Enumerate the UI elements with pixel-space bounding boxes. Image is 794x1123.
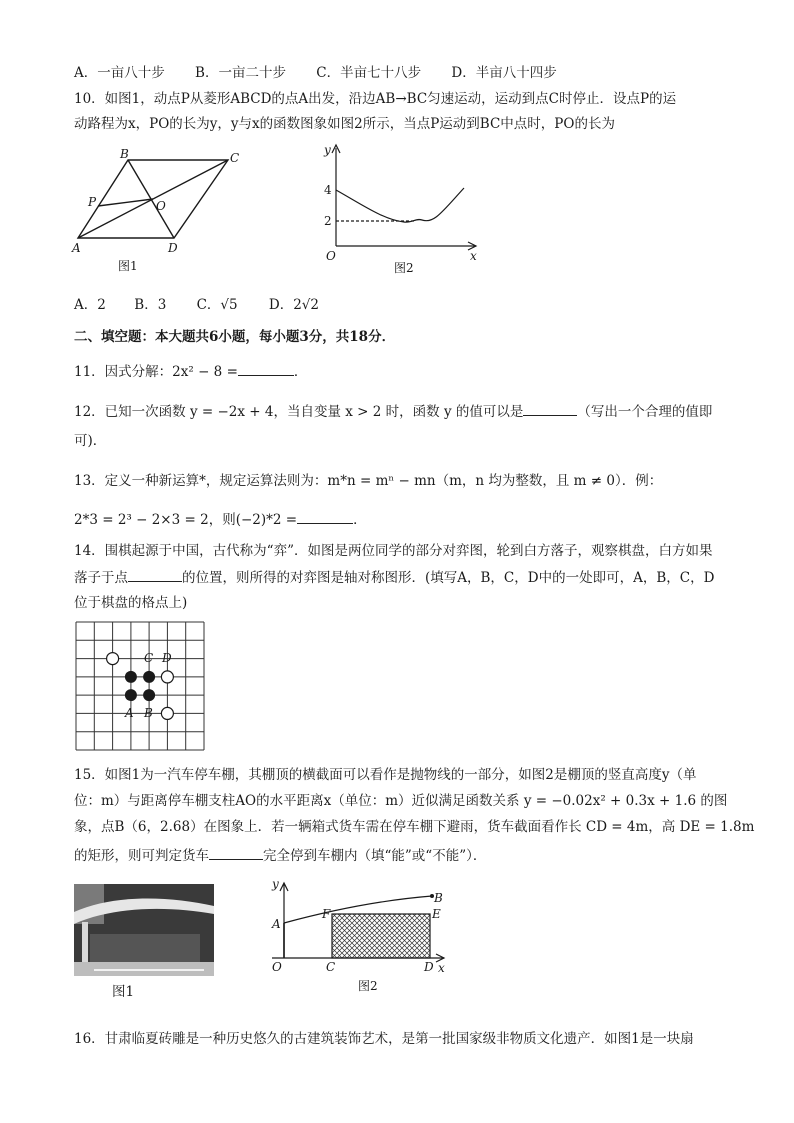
fig2-caption: 图2 — [358, 979, 378, 993]
q15-line2: 位：m）与距离停车棚支柱AO的水平距离x（单位：m）近似满足函数关系 y = −0.02x² + 0.3x + 1.6 的图 — [74, 793, 728, 809]
fig2-caption: 图2 — [394, 261, 414, 275]
q14-line1: 14．围棋起源于中国，古代称为“弈”．如图是两位同学的部分对弈图，轮到白方落子，观察棋盘，白方如果 — [74, 543, 713, 559]
parking-shed-photo — [74, 884, 214, 976]
fig1-caption: 图1 — [118, 259, 138, 273]
q16-line1: 16．甘肃临夏砖雕是一种历史悠久的古建筑装饰艺术，是第一批国家级非物质文化遗产．如图1是一块扇 — [74, 1031, 694, 1047]
y-axis-label: y — [324, 143, 331, 157]
q11-end: ． — [293, 364, 308, 380]
segment-po — [98, 199, 153, 206]
label-b: B — [120, 148, 129, 161]
q14-answer-blank[interactable] — [128, 568, 182, 582]
q14-line3: 位于棋盘的格点上) — [74, 595, 188, 611]
label-p: P — [88, 195, 97, 209]
q9-option-a: A．一亩八十步 — [74, 65, 165, 81]
q12-text: 12．已知一次函数 y = −2x + 4，当自变量 x > 2 时，函数 y 的值可以是 — [74, 404, 524, 420]
white-stone — [107, 653, 119, 665]
tick-4: 4 — [324, 183, 332, 197]
black-stone — [143, 689, 155, 701]
white-stone — [161, 671, 173, 683]
q10-option-a: A．2 — [74, 297, 106, 313]
q13-answer-blank[interactable] — [297, 510, 353, 524]
label-a: A — [272, 917, 281, 931]
y-axis-label: y — [272, 878, 279, 891]
black-stone — [143, 671, 155, 683]
q9-option-d: D．半亩八十四步 — [451, 65, 557, 81]
q13-text: 2*3 = 2³ − 2×3 = 2，则(−2)*2 = — [74, 512, 298, 528]
point-a-label: A — [125, 706, 134, 720]
q15-fig1-caption-wrap — [112, 980, 134, 1000]
point-c-label: C — [144, 651, 154, 665]
black-stone — [125, 689, 137, 701]
label-f: F — [322, 907, 331, 921]
q13-line1: 13．定义一种新运算*，规定运算法则为：m*n = mⁿ − mn（m，n 均为整数，且 m ≠ 0）．例： — [74, 473, 663, 489]
section-2-heading: 二、填空题：本大题共6小题，每小题3分，共18分． — [74, 329, 396, 345]
go-board — [74, 620, 208, 752]
q10-option-b: B．3 — [134, 297, 167, 313]
tick-2: 2 — [324, 214, 332, 228]
label-b: B — [434, 891, 443, 905]
origin-label: O — [272, 960, 282, 974]
q10-figure2 — [316, 142, 486, 278]
q14-text-end: 的位置，则所得的对弈图是轴对称图形．(填写A，B，C，D中的一处即可，A，B，C，D — [182, 570, 715, 586]
origin-label: O — [326, 249, 336, 263]
q15-text-end: 完全停到车棚内（填“能”或“不能”）． — [263, 848, 487, 864]
q11-answer-blank[interactable] — [238, 362, 294, 376]
point-b-label: B — [144, 706, 153, 720]
q13-end: ． — [353, 512, 367, 528]
x-axis-label: x — [438, 961, 445, 975]
white-stone — [161, 707, 173, 719]
q11-text: 11．因式分解：2x² − 8 = — [74, 364, 238, 380]
q15-fig1-caption: 图1 — [112, 984, 135, 1000]
q12-answer-blank[interactable] — [523, 402, 577, 416]
q10-options — [74, 296, 349, 314]
label-c: C — [326, 960, 336, 974]
q10-option-d: D．2√2 — [268, 297, 319, 313]
q15-line4 — [74, 846, 486, 865]
black-stone — [125, 671, 137, 683]
label-d: D — [168, 241, 178, 255]
point-d-label: D — [162, 651, 172, 665]
q10-option-c: C．√5 — [196, 297, 238, 313]
q12-line1 — [74, 402, 712, 421]
q15-line1: 15．如图1为一汽车停车棚，其棚顶的横截面可以看作是抛物线的一部分，如图2是棚顶的竖直高度y（单 — [74, 767, 697, 783]
label-d: D — [424, 960, 434, 974]
label-e: E — [432, 907, 441, 921]
q14-text: 落子于点 — [74, 570, 128, 586]
q12-text-end: （写出一个合理的值即 — [577, 404, 713, 420]
x-axis-label: x — [470, 249, 477, 263]
q14-line2 — [74, 568, 714, 587]
truck-rectangle — [332, 914, 430, 958]
q15-answer-blank[interactable] — [209, 846, 263, 860]
label-c: C — [230, 151, 240, 165]
q9-options — [74, 64, 583, 82]
q9-option-b: B．一亩二十步 — [195, 65, 286, 81]
function-curve — [336, 188, 464, 222]
q10-line1: 10．如图1，动点P从菱形ABCD的点A出发，沿边AB→BC匀速运动，运动到点C时停止．设点P的运 — [74, 91, 677, 107]
q15-text: 的矩形，则可判定货车 — [74, 848, 209, 864]
q15-line3: 象，点B（6，2.68）在图象上．若一辆箱式货车需在停车棚下避雨，货车截面看作长 CD = 4m，高 DE = 1.8m — [74, 819, 755, 835]
q9-option-c: C．半亩七十八步 — [316, 65, 422, 81]
q10-line2: 动路程为x，PO的长为y，y与x的函数图象如图2所示，当点P运动到BC中点时，PO的长为 — [74, 116, 615, 132]
label-o: O — [156, 199, 166, 213]
q15-figure2 — [262, 878, 452, 998]
q13-line2 — [74, 510, 367, 529]
q12-line2: 可)． — [74, 433, 107, 449]
label-a: A — [72, 241, 81, 255]
q11 — [74, 362, 307, 381]
board-grid — [76, 622, 204, 750]
q10-figure1 — [70, 148, 250, 278]
